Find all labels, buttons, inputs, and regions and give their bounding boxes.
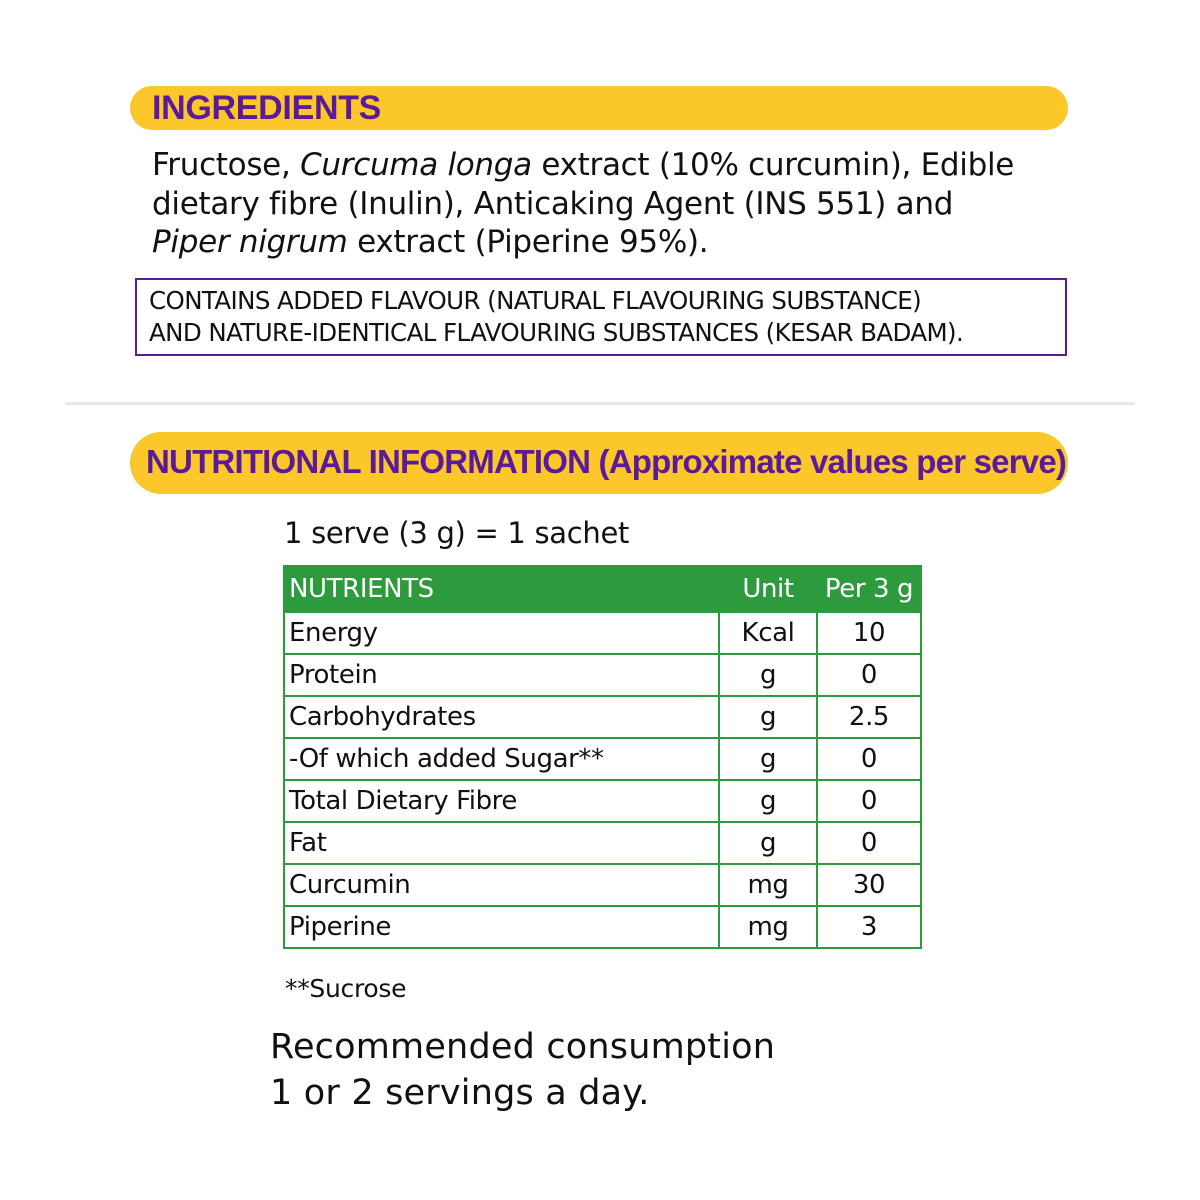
col-header-nutrients: NUTRIENTS <box>284 566 719 612</box>
flavour-notice-line2: AND NATURE-IDENTICAL FLAVOURING SUBSTANCES (KESAR BADAM). <box>149 318 964 347</box>
ingredients-line3-end: extract (Piperine 95%). <box>347 224 709 260</box>
nutrient-name-cell: Energy <box>284 612 719 654</box>
ingredients-line1-end: extract (10% curcumin), Edible <box>531 147 1015 183</box>
section-divider <box>66 402 1134 405</box>
col-header-per-serve: Per 3 g <box>817 566 921 612</box>
value-cell: 0 <box>817 822 921 864</box>
unit-cell: mg <box>719 906 817 948</box>
table-row <box>284 864 921 906</box>
ingredients-line1-start: Fructose, <box>152 147 301 183</box>
ingredients-heading: INGREDIENTS <box>152 89 382 127</box>
table-row <box>284 654 921 696</box>
value-cell: 0 <box>817 654 921 696</box>
recommendation-line1: Recommended consumption <box>270 1027 776 1067</box>
ingredients-banner <box>130 86 1068 130</box>
recommendation-line2: 1 or 2 servings a day. <box>270 1073 650 1113</box>
col-header-unit: Unit <box>719 566 817 612</box>
flavour-notice-line1: CONTAINS ADDED FLAVOUR (NATURAL FLAVOURING SUBSTANCE) <box>149 286 922 315</box>
table-row <box>284 822 921 864</box>
flavour-notice-box <box>135 278 1067 356</box>
table-row <box>284 612 921 654</box>
ingredients-curcuma: Curcuma longa <box>300 147 532 183</box>
unit-cell: g <box>719 780 817 822</box>
nutrient-name-cell: Carbohydrates <box>284 696 719 738</box>
table-row <box>284 780 921 822</box>
nutrition-banner <box>130 432 1068 494</box>
unit-cell: Kcal <box>719 612 817 654</box>
value-cell: 2.5 <box>817 696 921 738</box>
footnote: **Sucrose <box>285 974 407 1003</box>
unit-cell: g <box>719 654 817 696</box>
ingredients-piper: Piper nigrum <box>152 224 348 260</box>
unit-cell: g <box>719 822 817 864</box>
value-cell: 0 <box>817 780 921 822</box>
table-row <box>284 906 921 948</box>
nutrient-name-cell: Curcumin <box>284 864 719 906</box>
unit-cell: g <box>719 696 817 738</box>
nutrient-name-cell: Piperine <box>284 906 719 948</box>
value-cell: 10 <box>817 612 921 654</box>
nutrition-table <box>283 565 922 949</box>
nutrient-name-cell: Total Dietary Fibre <box>284 780 719 822</box>
value-cell: 3 <box>817 906 921 948</box>
ingredients-text <box>152 146 1052 262</box>
unit-cell: mg <box>719 864 817 906</box>
recommendation-text <box>270 1024 775 1116</box>
table-row <box>284 738 921 780</box>
nutrient-name-cell: Protein <box>284 654 719 696</box>
nutrition-table-header <box>284 566 921 612</box>
nutrition-heading: NUTRITIONAL INFORMATION (Approximate values per serve) <box>146 443 1067 480</box>
nutrient-name-cell: -Of which added Sugar** <box>284 738 719 780</box>
value-cell: 0 <box>817 738 921 780</box>
serve-size-text: 1 serve (3 g) = 1 sachet <box>284 516 630 550</box>
ingredients-line2: dietary fibre (Inulin), Anticaking Agent (INS 551) and <box>152 185 954 222</box>
value-cell: 30 <box>817 864 921 906</box>
table-row <box>284 696 921 738</box>
nutrient-name-cell: Fat <box>284 822 719 864</box>
unit-cell: g <box>719 738 817 780</box>
